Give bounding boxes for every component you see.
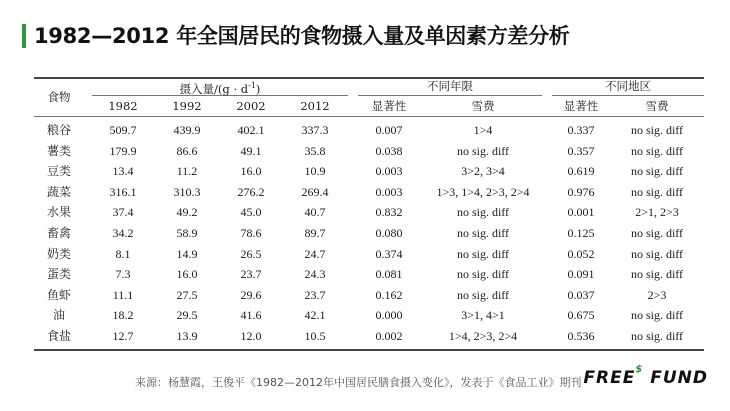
intake-1982-cell: 37.4 — [112, 205, 134, 219]
year-significance-cell: 0.002 — [375, 329, 403, 343]
intake-2002-cell: 41.6 — [240, 308, 262, 322]
region-significance-cell: 0.337 — [567, 123, 595, 137]
intake-1982-cell: 7.3 — [115, 267, 131, 281]
food-name-cell: 奶类 — [46, 247, 71, 261]
intake-2012-cell: 10.9 — [304, 164, 326, 178]
intake-1982-cell: 11.1 — [112, 288, 134, 302]
intake-2002-cell: 26.5 — [240, 247, 262, 261]
intake-1992-cell: 58.9 — [176, 226, 198, 240]
year-significance-cell: 0.081 — [375, 267, 403, 281]
intake-2002-cell: 78.6 — [240, 226, 262, 240]
intake-2012-cell: 89.7 — [304, 226, 326, 240]
region-snowfee-header: 雪费 — [645, 99, 669, 113]
intake-1992-cell: 27.5 — [176, 288, 198, 302]
year-significance-header: 显著性 — [371, 99, 407, 113]
year-difference-cell: 3>1, 4>1 — [461, 308, 505, 322]
year-1992-header: 1992 — [172, 99, 202, 113]
year-difference-cell: 3>2, 3>4 — [461, 164, 505, 178]
year-significance-cell: 0.080 — [375, 226, 403, 240]
region-difference-cell: no sig. diff — [630, 267, 684, 281]
food-name-cell: 水果 — [46, 205, 71, 219]
region-significance-cell: 0.052 — [567, 247, 595, 261]
year-difference-cell: 1>4 — [473, 123, 493, 137]
intake-1982-cell: 13.4 — [112, 164, 134, 178]
year-difference-cell: no sig. diff — [456, 247, 510, 261]
food-name-cell: 畜禽 — [46, 226, 71, 240]
region-difference-cell: no sig. diff — [630, 308, 684, 322]
intake-1992-cell: 11.2 — [176, 164, 198, 178]
intake-group-header: 摄入量$/(g \cdot d^{-1})$ — [179, 81, 261, 96]
intake-1992-cell: 49.2 — [176, 205, 198, 219]
year-difference-cell: no sig. diff — [456, 144, 510, 158]
intake-2012-cell: 269.4 — [301, 185, 329, 199]
region-difference-cell: no sig. diff — [630, 144, 684, 158]
year-difference-cell: no sig. diff — [456, 288, 510, 302]
year-2002-header: 2002 — [236, 99, 266, 113]
intake-1992-cell: 29.5 — [176, 308, 198, 322]
intake-2012-cell: 24.7 — [304, 247, 326, 261]
food-name-cell: 蔬菜 — [46, 185, 71, 199]
region-significance-header: 显著性 — [563, 99, 599, 113]
intake-2012-cell: 337.3 — [301, 123, 329, 137]
intake-2002-cell: 49.1 — [240, 144, 262, 158]
region-significance-cell: 0.125 — [567, 226, 595, 240]
region-significance-cell: 0.976 — [567, 185, 595, 199]
intake-2002-cell: 23.7 — [240, 267, 262, 281]
food-name-cell: 鱼虾 — [46, 288, 71, 302]
year-difference-cell: no sig. diff — [456, 267, 510, 281]
year-difference-cell: 1>4, 2>3, 2>4 — [448, 329, 518, 343]
region-difference-cell: no sig. diff — [630, 329, 684, 343]
intake-2002-cell: 12.0 — [240, 329, 262, 343]
region-significance-cell: 0.536 — [567, 329, 595, 343]
year-snowfee-header: 雪费 — [471, 99, 495, 113]
year-2012-header: 2012 — [300, 99, 330, 113]
table-bottom-rule — [34, 349, 704, 351]
food-column-header: 食物 — [47, 90, 71, 104]
region-significance-cell: 0.675 — [567, 308, 595, 322]
region-difference-cell: no sig. diff — [630, 247, 684, 261]
intake-1982-cell: 316.1 — [109, 185, 137, 199]
food-name-cell: 油 — [52, 308, 65, 322]
year-1982-header: 1982 — [108, 99, 138, 113]
food-name-cell: 蛋类 — [46, 267, 71, 281]
intake-2002-cell: 402.1 — [237, 123, 265, 137]
title-accent-bar — [22, 24, 26, 48]
year-significance-cell: 0.374 — [375, 247, 403, 261]
intake-2012-cell: 24.3 — [304, 267, 326, 281]
intake-1992-cell: 13.9 — [176, 329, 198, 343]
region-significance-cell: 0.619 — [567, 164, 595, 178]
intake-2012-cell: 42.1 — [304, 308, 326, 322]
region-difference-cell: 2>1, 2>3 — [635, 205, 679, 219]
year-significance-cell: 0.832 — [375, 205, 403, 219]
year-significance-cell: 0.003 — [375, 185, 403, 199]
source-citation: 来源：杨慧霞，王俊平《1982—2012年中国居民膳食摄入变化》，发表于《食品工业》期刊 — [135, 376, 582, 389]
intake-2012-cell: 10.5 — [304, 329, 326, 343]
year-difference-cell: no sig. diff — [456, 205, 510, 219]
year-significance-cell: 0.038 — [375, 144, 403, 158]
intake-1992-cell: 310.3 — [173, 185, 201, 199]
brand-logo: FREE$ FUND — [583, 364, 708, 388]
intake-2012-cell: 23.7 — [304, 288, 326, 302]
food-name-cell: 薯类 — [46, 144, 71, 158]
region-difference-cell: no sig. diff — [630, 164, 684, 178]
intake-2002-cell: 45.0 — [240, 205, 262, 219]
intake-1992-cell: 16.0 — [176, 267, 198, 281]
intake-1992-cell: 14.9 — [176, 247, 198, 261]
intake-2012-cell: 40.7 — [304, 205, 326, 219]
region-group-underline — [552, 95, 704, 96]
year-difference-cell: 1>3, 1>4, 2>3, 2>4 — [436, 185, 530, 199]
region-difference-cell: no sig. diff — [630, 226, 684, 240]
intake-1992-cell: 86.6 — [176, 144, 198, 158]
food-name-cell: 食盐 — [46, 329, 71, 343]
region-difference-cell: 2>3 — [647, 288, 667, 302]
region-group-header: 不同地区 — [605, 79, 651, 93]
intake-1982-cell: 509.7 — [109, 123, 137, 137]
intake-1982-cell: 18.2 — [112, 308, 134, 322]
year-difference-cell: no sig. diff — [456, 226, 510, 240]
year-significance-cell: 0.162 — [375, 288, 403, 302]
region-difference-cell: no sig. diff — [630, 123, 684, 137]
intake-2002-cell: 16.0 — [240, 164, 262, 178]
intake-2002-cell: 29.6 — [240, 288, 262, 302]
region-significance-cell: 0.357 — [567, 144, 595, 158]
year-significance-cell: 0.007 — [375, 123, 403, 137]
year-significance-cell: 0.003 — [375, 164, 403, 178]
year-group-header: 不同年限 — [427, 79, 473, 93]
region-difference-cell: no sig. diff — [630, 185, 684, 199]
intake-2002-cell: 276.2 — [237, 185, 265, 199]
intake-1982-cell: 8.1 — [115, 247, 131, 261]
year-group-underline — [358, 95, 542, 96]
region-significance-cell: 0.091 — [567, 267, 595, 281]
region-significance-cell: 0.037 — [567, 288, 595, 302]
intake-1982-cell: 12.7 — [112, 329, 134, 343]
page-title: 1982—2012 年全国居民的食物摄入量及单因素方差分析 — [34, 24, 570, 48]
food-name-cell: 粮谷 — [46, 123, 71, 137]
intake-2012-cell: 35.8 — [304, 144, 326, 158]
intake-1992-cell: 439.9 — [173, 123, 201, 137]
header-bottom-rule — [34, 116, 704, 117]
food-name-cell: 豆类 — [46, 164, 71, 178]
year-significance-cell: 0.000 — [375, 308, 403, 322]
intake-1982-cell: 179.9 — [109, 144, 137, 158]
region-significance-cell: 0.001 — [567, 205, 595, 219]
intake-1982-cell: 34.2 — [112, 226, 134, 240]
